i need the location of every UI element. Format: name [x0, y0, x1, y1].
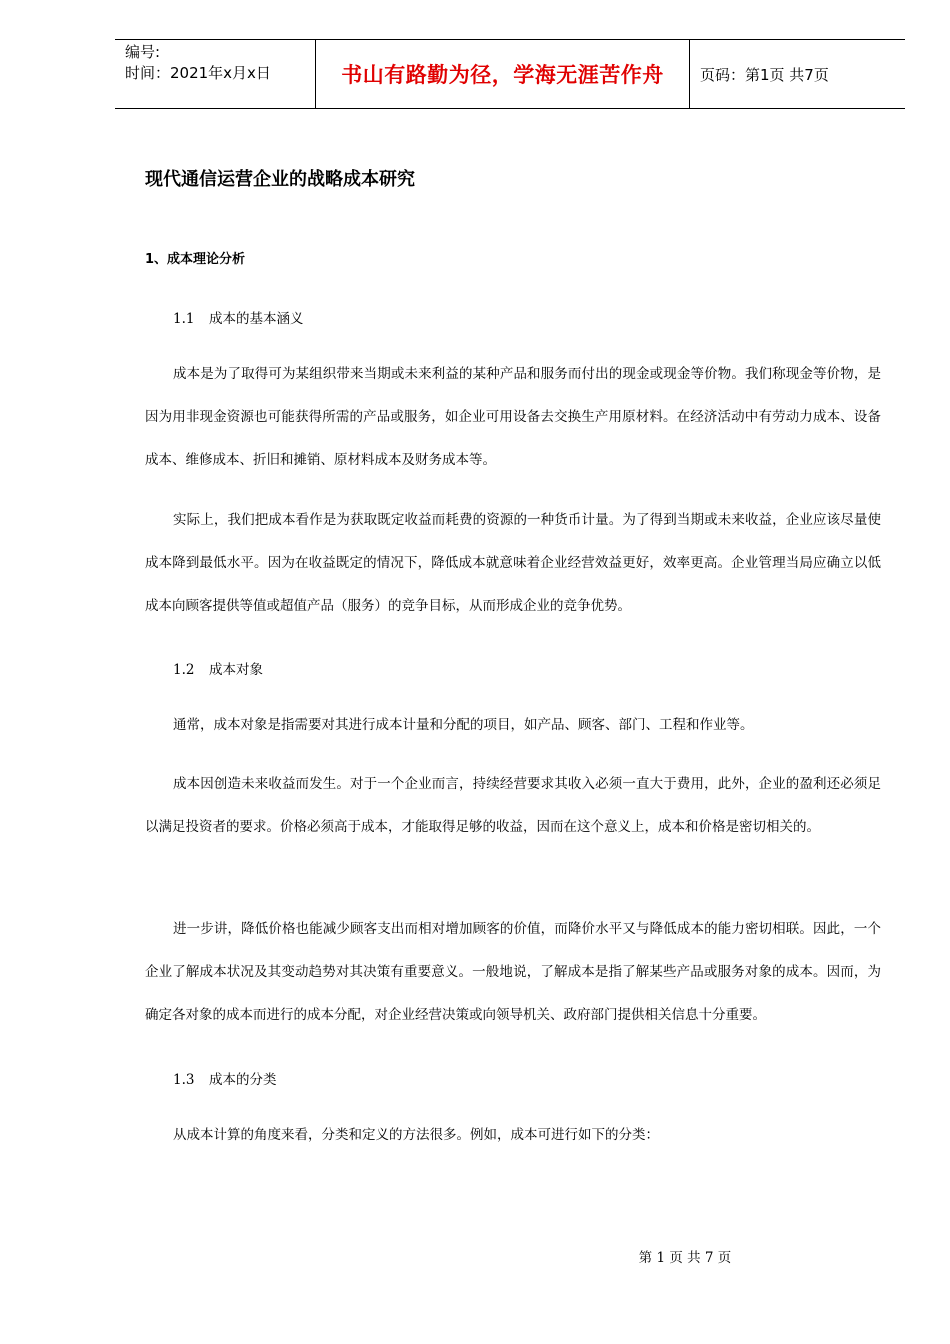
- subsection-number: 1.2: [173, 662, 195, 678]
- paragraph: 成本是为了取得可为某组织带来当期或未来利益的某种产品和服务而付出的现金或现金等价物。我们称现金等价物，是因为用非现金资源也可能获得所需的产品或服务，如企业可用设备去交换生产用原材料。在经济活动中有劳动力成本、设备成本、维修成本、折旧和摊销、原材料成本及财务成本等。: [145, 366, 881, 468]
- subsection-title: 成本的分类: [209, 1072, 277, 1088]
- paragraph: 实际上，我们把成本看作是为获取既定收益而耗费的资源的一种货币计量。为了得到当期或未来收益，企业应该尽量使成本降到最低水平。因为在收益既定的情况下，降低成本就意味着企业经营效益更好，效率更高。企业管理当局应确立以低成本向顾客提供等值或超值产品（服务）的竞争目标，从而形成企业的竞争优势。: [145, 512, 881, 614]
- document-header: [115, 39, 905, 109]
- subsection-title: 成本对象: [209, 662, 263, 678]
- paragraph: 通常，成本对象是指需要对其进行成本计量和分配的项目，如产品、顾客、部门、工程和作业等。: [173, 717, 754, 733]
- paragraph: 从成本计算的角度来看，分类和定义的方法很多。例如，成本可进行如下的分类：: [173, 1127, 659, 1143]
- header-meta: [125, 42, 315, 84]
- header-divider: [689, 40, 690, 108]
- subsection-heading: [173, 1068, 277, 1088]
- page-footer: [0, 1246, 950, 1266]
- document-title: 现代通信运营企业的战略成本研究: [145, 169, 415, 190]
- time-label: 时间：2021年x月x日: [125, 64, 271, 82]
- subsection-number: 1.3: [173, 1072, 195, 1088]
- number-label: 编号:: [125, 43, 161, 61]
- subsection-heading: [173, 658, 263, 678]
- header-page-number: 页码：第1页 共7页: [700, 65, 829, 84]
- subsection-title: 成本的基本涵义: [209, 311, 304, 327]
- paragraph: 进一步讲，降低价格也能减少顾客支出而相对增加顾客的价值，而降价水平又与降低成本的能力密切相联。因此，一个企业了解成本状况及其变动趋势对其决策有重要意义。一般地说，了解成本是指了解某些产品或服务对象的成本。因而，为确定各对象的成本而进行的成本分配，对企业经营决策或向领导机关、政府部门提供相关信息十分重要。: [145, 921, 881, 1023]
- subsection-number: 1.1: [173, 311, 195, 327]
- footer-page-number: 第 1 页 共 7 页: [638, 1250, 732, 1266]
- paragraph: 成本因创造未来收益而发生。对于一个企业而言，持续经营要求其收入必须一直大于费用，此外，企业的盈利还必须足以满足投资者的要求。价格必须高于成本，才能取得足够的收益，因而在这个意义上，成本和价格是密切相关的。: [145, 776, 881, 835]
- header-motto: 书山有路勤为径，学海无涯苦作舟: [341, 63, 664, 87]
- subsection-heading: [173, 307, 304, 327]
- section-heading: 1、成本理论分析: [145, 252, 246, 267]
